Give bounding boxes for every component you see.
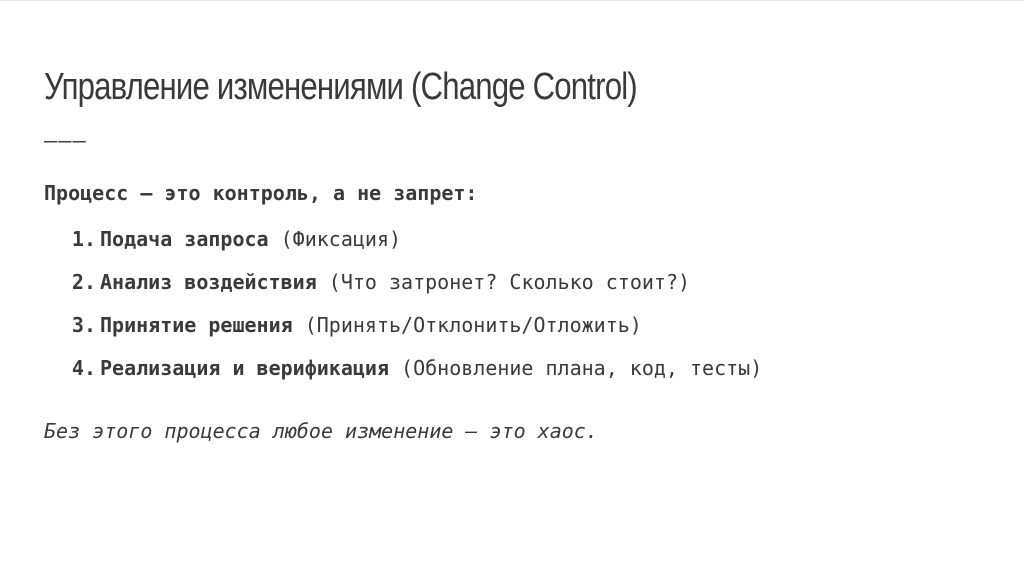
step-number: 1. xyxy=(71,227,96,251)
step-title: Реализация и верификация xyxy=(100,356,389,380)
slide-title: Управление изменениями (Change Control) xyxy=(44,66,637,108)
step-note: (Фиксация) xyxy=(268,227,402,251)
footer-note: Без этого процесса любое изменение — это хаос. xyxy=(44,419,598,443)
step-note: (Обновление плана, код, тесты) xyxy=(388,356,763,380)
step-number: 2. xyxy=(71,270,96,294)
list-item xyxy=(44,311,762,354)
step-note: (Принять/Отклонить/Отложить) xyxy=(292,313,642,337)
step-note: (Что затронет? Сколько стоит?) xyxy=(316,270,691,294)
list-item xyxy=(44,225,762,268)
list-item xyxy=(44,354,762,397)
step-number: 3. xyxy=(71,313,96,337)
list-item xyxy=(44,268,762,311)
step-title: Подача запроса xyxy=(100,227,269,251)
step-number: 4. xyxy=(71,356,96,380)
step-title: Анализ воздействия xyxy=(100,270,317,294)
title-divider: ——— xyxy=(44,129,87,154)
intro-text: Процесс — это контроль, а не запрет: xyxy=(44,181,478,205)
process-steps-list xyxy=(44,225,762,397)
step-title: Принятие решения xyxy=(100,313,293,337)
